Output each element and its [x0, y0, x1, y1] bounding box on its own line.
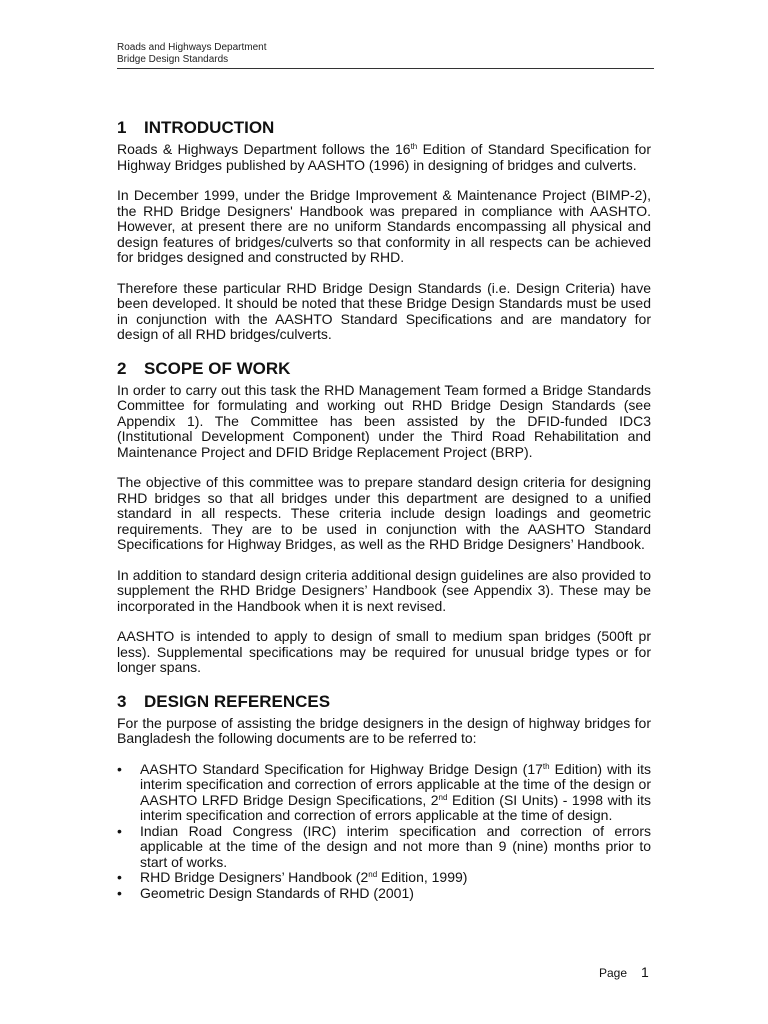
list-item: • AASHTO Standard Specification for Highway Bridge Design (17th Edition) with its interim specification and correction of errors applicable at the time of the design or AASHTO LRFD Bridge Design Specifications, 2nd Edition (SI Units) - 1998 with its interim specification and correction of errors applicable at the time of design.: [117, 760, 652, 823]
list-item: • Indian Road Congress (IRC) interim specification and correction of errors applicable at the time of the design and not more than 9 (nine) months prior to start of works.: [117, 822, 651, 870]
scope-paragraph-1: In order to carry out this task the RHD Management Team formed a Bridge Standards Committee for formulating and working out RHD Bridge Design Standards (see Appendix 1). The Committee has been assisted by the DFID-funded IDC3 (Institutional Development Component) under the Third Road Rehabilitation and Maintenance Project and DFID Bridge Replacement Project (BRP).: [117, 381, 651, 460]
section-title: DESIGN REFERENCES: [144, 691, 331, 711]
section-1-heading: [117, 118, 651, 138]
running-header: [117, 42, 654, 66]
intro-paragraph-3: Therefore these particular RHD Bridge Design Standards (i.e. Design Criteria) have been developed. It should be noted that these Bridge Design Standards must be used in conjunction with the AASHTO Standard Specifications and are mandatory for design of all RHD bridges/culverts.: [117, 279, 651, 342]
scope-paragraph-4: AASHTO is intended to apply to design of small to medium span bridges (500ft pr less). Supplemental specifications may be required for unusual bridge types or for longer spans.: [117, 628, 651, 675]
bullet-icon: •: [117, 869, 122, 885]
section-number: 3: [117, 691, 127, 711]
page-label: Page: [599, 966, 628, 980]
section-2-heading: [117, 359, 651, 379]
references-list: [117, 762, 651, 902]
intro-paragraph-1: Roads & Highways Department follows the 16th Edition of Standard Specification for Highway Bridges published by AASHTO (1996) in designing of bridges and culverts.: [117, 141, 651, 173]
page-number: 1: [641, 964, 649, 980]
section-title: INTRODUCTION: [144, 118, 275, 137]
scope-paragraph-3: In addition to standard design criteria additional design guidelines are also provided to supplement the RHD Bridge Designers’ Handbook (see Appendix 3). These may be incorporated in the Handbook when it is next revised.: [117, 566, 651, 614]
document-body: [117, 118, 651, 901]
scope-paragraph-2: The objective of this committee was to prepare standard design criteria for designing RHD bridges so that all bridges under this department are designed to a unified standard in all respects. These criteria include design loadings and geometric requirements. They are to be used in conjunction with the AASHTO Standard Specifications for Highway Bridges, as well as the RHD Bridge Designers’ Handbook.: [117, 474, 651, 552]
bullet-icon: •: [117, 760, 122, 777]
section-number: 2: [117, 358, 127, 378]
list-item: • Geometric Design Standards of RHD (2001): [117, 884, 414, 901]
page-footer: [599, 964, 649, 980]
intro-paragraph-2: In December 1999, under the Bridge Improvement & Maintenance Project (BIMP-2), the RHD Bridge Designers' Handbook was prepared in compliance with AASHTO. However, at present there are no uniform Standards encompassing all physical and design features of bridges/culverts so that conformity in all respects can be achieved for bridges designed and constructed by RHD.: [117, 187, 651, 265]
bullet-icon: •: [117, 822, 122, 839]
references-intro-paragraph: For the purpose of assisting the bridge designers in the design of highway bridges for Bangladesh the following documents are to be referred to:: [117, 714, 651, 746]
section-3-heading: [117, 692, 651, 712]
section-title: SCOPE OF WORK: [144, 358, 291, 378]
header-divider: [117, 68, 654, 69]
header-document-title: Bridge Design Standards: [117, 54, 229, 65]
list-item: • RHD Bridge Designers’ Handbook (2nd Edition, 1999): [117, 869, 468, 885]
header-department: Roads and Highways Department: [117, 42, 267, 53]
section-number: 1: [117, 118, 127, 137]
bullet-icon: •: [117, 884, 122, 901]
